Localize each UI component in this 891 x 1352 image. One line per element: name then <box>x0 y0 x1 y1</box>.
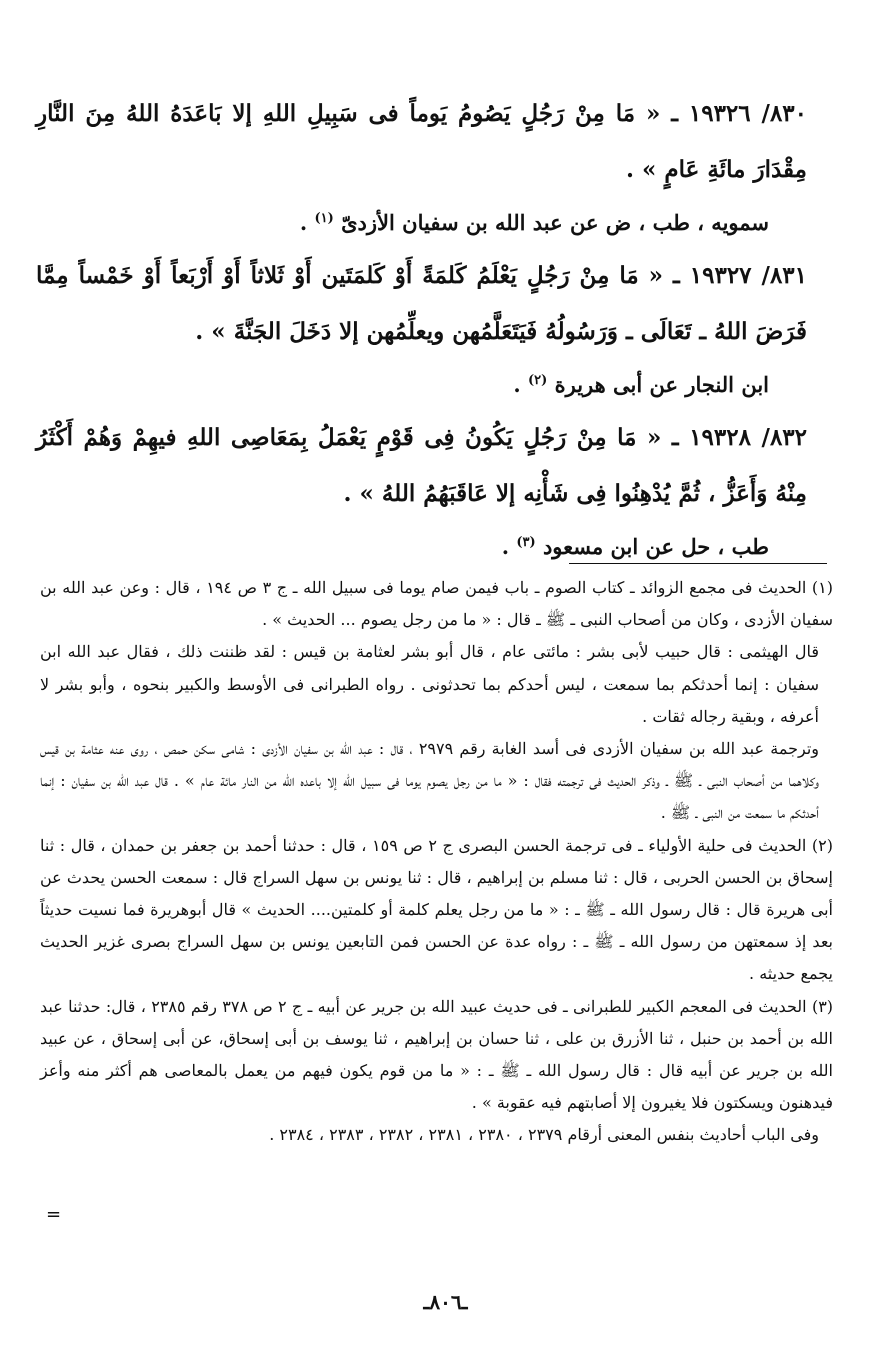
margin-mark: = <box>46 1204 62 1225</box>
footnote-1 <box>40 572 833 636</box>
main-text <box>36 86 807 572</box>
source-text: طب ، حل عن ابن مسعود <box>542 534 769 559</box>
footnote-text: الحديث فى مجمع الزوائد ـ كتاب الصوم ـ باب فيمن صام يوما فى سبيل الله ـ ج ٣ ص ١٩٤ ، قال : وعن عبد الله بن سفيان الأزدى ، وكان من أصحاب النبى ـ ﷺ ـ قال : « ما من رجل يصوم ... الحديث » . <box>40 578 833 630</box>
footnote-text: الحديث فى حلية الأولياء ـ فى ترجمة الحسن البصرى ج ٢ ص ١٥٩ ، قال : حدثنا أحمد بن جعفر بن حمدان ، قال : ثنا إسحاق بن الحسن الحربى ، قال : ثنا مسلم بن إبراهيم ، قال : ثنا يونس بن سهل السراج قال : سمعت الحسن يحدث عن أبى هريرة قال : قال رسول الله ـ ﷺ ـ : « ما من رجل يعلم كلمة أو كلمتين.... الحديث » قال أبوهريرة فما نسيت حديثاً بعد إذ سمعتهن من رسول الله ـ ﷺ ـ : رواه عدة عن الحسن فمن التابعين يونس بن سهل السراج بصرى غزير الحديث يجمع حديثه . <box>40 835 833 984</box>
hadith-831: ٨٣١/ ١٩٣٢٧ ـ « مَا مِنْ رَجُلٍ يَعْلَمُ كَلمَةً أَوْ كَلمَتَين أَوْ ثَلاثاً أَوْ أَرْبَعاً أَوْ خَمْساً مِمَّا فَرَضَ اللهُ ـ تَعَالَى ـ وَرَسُولُهُ فَيَتَعَلَّمُهن ويعلِّمُهن إلا دَخَلَ الجَنَّةَ » . <box>36 262 807 345</box>
hadith-830-source <box>36 198 807 248</box>
hadith-831-source <box>36 360 807 410</box>
footnote-marker: (٣) <box>811 996 834 1016</box>
footnote-marker: (١) <box>811 578 834 597</box>
footnote-2 <box>40 830 833 991</box>
footnote-1-paragraph: وترجمة عبد الله بن سفيان الأزدى فى أسد الغابة رقم ٢٩٧٩ ، قال : عبد الله بن سفيان الأزدى : شامى سكن حمص ، روى عنه عثامة بن قيس وكلاهما من أصحاب النبى ـ ﷺ ـ وذكر الحديث فى ترجمته فقال : « ما من رجل يصوم يوما فى سبيل الله إلا باعده الله من النار مائة عام » . قال عبد الله بن سفيان : إنما أحدثكم ما سمعت من النبى ـ ﷺ . <box>40 739 819 823</box>
footnote-marker: (٢) <box>811 835 834 855</box>
footnote-ref: (١) <box>314 211 334 226</box>
hadith-832-source <box>36 522 807 572</box>
page-number: ـ٨٠٦ـ <box>423 1290 468 1314</box>
footnote-3-paragraph: وفى الباب أحاديث بنفس المعنى أرقام ٢٣٧٩ ، ٢٣٨٠ ، ٢٣٨١ ، ٢٣٨٢ ، ٢٣٨٣ ، ٢٣٨٤ . <box>269 1125 819 1145</box>
footnote-divider <box>569 563 827 564</box>
footnote-1-paragraph: قال الهيثمى : قال حبيب لأبى بشر : مائتى عام ، قال أبو بشر لعثامة بن قيس : لقد ظننت ذلك ، فقال عبد الله ابن سفيان : إنما أحدثكم بما سمعت ، ليس أحدكم بما تحدثونى . رواه الطبرانى فى الأوسط والكبير بنحوه ، وأبو بشر لا أعرفه ، وبقية رجاله ثقات . <box>40 642 819 726</box>
source-text: سمويه ، طب ، ض عن عبد الله بن سفيان الأزدىّ <box>341 210 769 235</box>
footnote-ref: (٣) <box>516 535 536 550</box>
source-end: . <box>299 210 315 235</box>
hadith-830: ٨٣٠/ ١٩٣٢٦ ـ « مَا مِنْ رَجُلٍ يَصُومُ يَوماً فى سَبِيلِ اللهِ إلا بَاعَدَهُ اللهُ مِنَ النَّارِ مِقْدَارَ مائَةِ عَامٍ » . <box>36 100 807 183</box>
footnote-text: الحديث فى المعجم الكبير للطبرانى ـ فى حديث عبيد الله بن جرير عن أبيه ـ ج ٢ ص ٣٧٨ رقم ٢٣٨٥ ، قال: حدثنا عبد الله بن أحمد بن حنبل ، ثنا الأزرق بن على ، ثنا حسان بن إبراهيم ، ثنا يوسف بن أبى إسحاق، عن أبى إسحاق ، عن عبيد الله بن جرير عن أبيه قال : قال رسول الله ـ ﷺ ـ : « ما من قوم يكون فيهم من يعمل بالمعاصى هم أكثر منه وأعز فيدهنون ويسكتون فلا يغيرون إلا أصابتهم فيه عقوبة » . <box>40 996 833 1113</box>
hadith-832: ٨٣٢/ ١٩٣٢٨ ـ « مَا مِنْ رَجُلٍ يَكُونُ فِى قَوْمٍ يَعْمَلُ بِمَعَاصِى اللهِ فيهِمْ وَهُمْ أَكْثَرُ مِنْهُ وَأَعَزُّ ، ثُمَّ يُدْهِنُوا فِى شَأْنِه إلا عَاقَبَهُمُ اللهُ » . <box>36 424 807 507</box>
source-end: . <box>513 372 529 397</box>
footnote-ref: (٢) <box>528 373 548 388</box>
footnote-3 <box>40 991 833 1120</box>
source-text: ابن النجار عن أبى هريرة <box>554 372 769 397</box>
footnotes <box>40 572 833 1152</box>
source-end: . <box>501 534 517 559</box>
